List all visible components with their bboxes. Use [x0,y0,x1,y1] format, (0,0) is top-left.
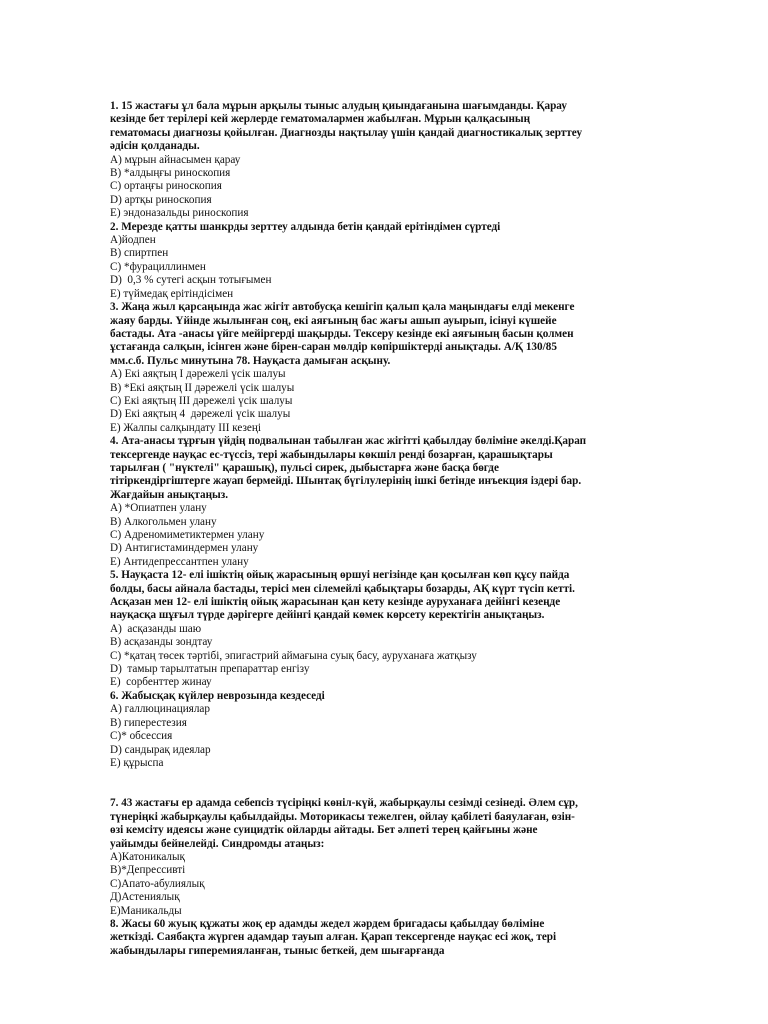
question-text: 7. 43 жастағы ер адамда себепсіз түсіріңкі көніл-күй, жабырқаулы сезімді сезінеді. Әлем сұр, түнеріңкі жабырқаулы қабылдайды. Моторикасы тежелген, ойлау қабілеті баяулаған, өзін-өзі кемсіту идеясы және суицидтік ойларды айтады. Бет әлпеті терең қайғыны және уайымды бейнелейді. Синдромды атаңыз: [110,797,578,850]
question-text: 5. Науқаста 12- елі ішіктің ойық жарасының өршуі негізінде қан қосылған көп құсу пайда болды, басы айнала бастады, терісі мен сілемейлі қабықтары бозарды, АҚ күрт түсіп кетті. Асқазан мен 12- елі ішіктің ойық жарасынан қан кету кезінде ауруханаға дейінгі кезеңде науқасқа шұғыл түрде дәрігерге дейінгі қандай көмек көрсету керектігін анықтаңыз. [110,569,575,622]
answer-option: С) *қатаң төсек тәртібі, эпигастрий аймағына суық басу, ауруханаға жатқызу [110,649,477,662]
answer-option: С) *фурациллинмен [110,260,206,273]
question-block [110,100,588,221]
question-text: 8. Жасы 60 жуық құжаты жоқ ер адамды жедел жәрдем бригадасы қабылдау бөліміне жеткізді. Саябақта жүрген адамдар тауып алған. Қарап тексергенде науқас есі жоқ, терi жабындылары гиперемияланған, тыныс беткей, дем шығарғанда [110,917,557,957]
answer-option: В) Алкогольмен улану [110,515,217,528]
answer-option: Е) түймедақ ерітіндісімен [110,287,234,300]
question-text: 6. Жабысқақ күйлер неврозында кездеседі [110,689,325,702]
answer-option: В) гиперестезия [110,716,187,729]
blank-gap [110,770,588,797]
question-text: 1. 15 жастағы ұл бала мұрын арқылы тыныс алудың қиындағанына шағымданды. Қарау кезінде бет терілері кей жерлерде гематомалармен жабылған. Мұрын қалқасының гематомасы диагнозы қойылған. Диагнозды нақтылау үшін қандай диагностикалық зерттеу әдісін қолданады. [110,100,583,153]
answer-option: В)*Депрессивті [110,864,186,877]
answer-option: Е) эндоназальды риноскопия [110,207,249,220]
answer-option: С) Адреномиметиктермен улану [110,529,265,541]
answer-option: А) асқазанды шаю [110,622,202,635]
answer-option: D) тамыр тарылтатын препараттар енгізу [110,663,310,676]
question-block [110,797,588,918]
answer-option: А) Екі аяқтың І дәрежелі үсік шалуы [110,368,286,381]
question-block [110,301,588,435]
answer-option: Е) құрыспа [110,756,164,769]
question-block [110,221,588,301]
answer-option: Е)Маникальды [110,904,182,917]
answer-option: D) Екі аяқтың 4 дәрежелі үсік шалуы [110,408,291,421]
answer-option: D) Антигистаминдермен улану [110,542,259,555]
answer-option: А)Катоникалық [110,850,185,863]
question-block [110,569,588,690]
answer-option: D) сандырақ идеялар [110,743,211,756]
answer-option: Е) Антидепрессантпен улану [110,555,249,568]
answer-option: D) артқы риноскопия [110,193,212,206]
answer-option: В) асқазанды зондтау [110,636,213,649]
answer-option: А) галлюцинациялар [110,703,210,716]
answer-option: С)* обсессия [110,730,173,743]
question-text: 2. Мерезде қатты шанкрды зерттеу алдында бетін қандай ерітіндімен сүртеді [110,220,501,233]
answer-option: Е) Жалпы салқындату ІІІ кезеңі [110,421,261,434]
answer-option: D) 0,3 % сутегі асқын тотығымен [110,274,272,287]
answer-option: В) спиртпен [110,247,169,260]
answer-option: А) мұрын айнасымен қарау [110,153,241,166]
answer-option: С) ортаңғы риноскопия [110,180,222,193]
question-block [110,435,588,569]
test-questions [110,100,588,958]
answer-option: С)Апато-абулиялық [110,877,205,890]
answer-option: Е) сорбенттер жинау [110,676,212,689]
question-block [110,690,588,770]
question-text: 3. Жаңа жыл қарсаңында жас жігіт автобусқа кешігіп қалып қала маңындағы елді мекенге жаяу барды. Үйінде жылынған соң, екі аяғының бас жағы ашып ауырып, ісінуі күшейе бастады. Ата -анасы үйге мейіргерді шақырды. Тексеру кезінде екі аяғының басын қолмен ұстағанда салқын, ісінген және бірен-саран мөлдір көпіршіктерді анықтады. А/Қ 130/85 мм.с.б. Пульс минутына 78. Науқаста дамыған асқыну. [110,301,575,367]
answer-option: А)йодпен [110,234,156,247]
question-text: 4. Ата-анасы тұрғын үйдің подвалынан табылған жас жігітті қабылдау бөліміне әкелді.Қарап тексергенде науқас ес-түссіз, тері жабындылары көкшіл ренді бозарған, қарашықтары тарылған ( "нүктелі" қарашық), пульсі сирек, дыбыстарға және басқа бөгде тітіркендіргіштерге жауап бермейді. Шынтақ бүгілулерінің ішкі бетінде инъекция іздері бар. Жағдайын анықтаңыз. [110,435,587,501]
answer-option: А) *Опиатпен улану [110,502,207,515]
question-block [110,918,588,958]
answer-option: В) *Екі аяқтың ІІ дәрежелі үсік шалуы [110,381,295,394]
answer-option: С) Екі аяқтың ІІІ дәрежелі үсік шалуы [110,394,293,407]
answer-option: Д)Астениялық [110,891,180,904]
answer-option: В) *алдыңғы риноскопия [110,167,231,180]
